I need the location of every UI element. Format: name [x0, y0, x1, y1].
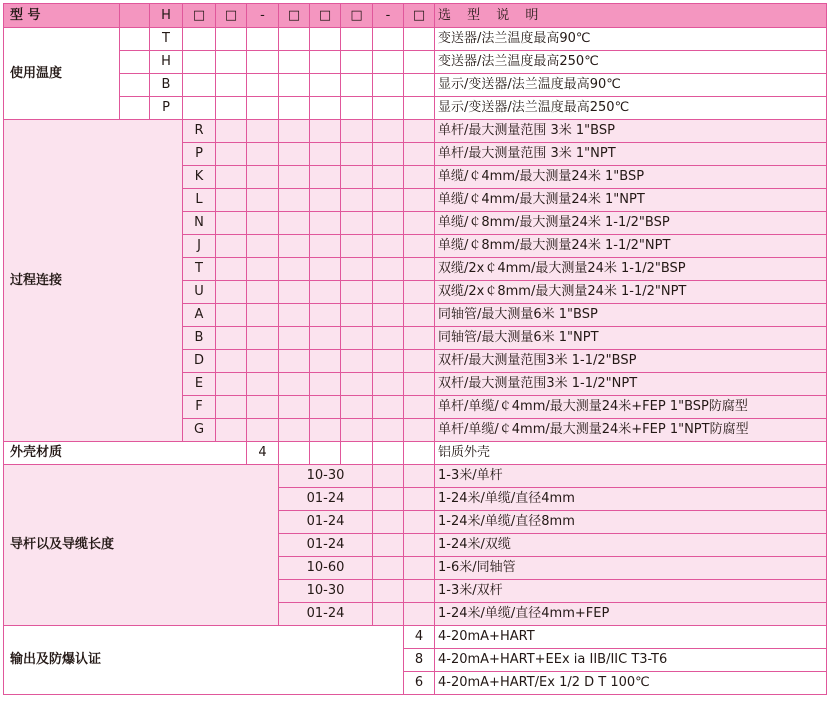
output-code: 6 — [404, 672, 435, 695]
length-desc: 1-24米/单缆/直径4mm — [435, 488, 827, 511]
model-selection-table-wrapper — [3, 3, 827, 707]
code-slot: □ — [216, 4, 247, 28]
process-code: L — [183, 189, 216, 212]
temperature-code: H — [150, 51, 183, 74]
length-code: 01-24 — [279, 511, 373, 534]
code-separator: - — [247, 4, 279, 28]
temperature-code: T — [150, 28, 183, 51]
process-row — [4, 120, 827, 143]
process-code: G — [183, 419, 216, 442]
length-desc: 1-3米/单杆 — [435, 465, 827, 488]
process-desc: 双杆/最大测量范围3米 1-1/2"NPT — [435, 373, 827, 396]
process-desc: 单杆/最大测量范围 3米 1"NPT — [435, 143, 827, 166]
output-code: 4 — [404, 626, 435, 649]
temperature-desc: 显示/变送器/法兰温度最高250℃ — [435, 97, 827, 120]
process-desc: 双缆/2x￠8mm/最大测量24米 1-1/2"NPT — [435, 281, 827, 304]
process-desc: 单缆/￠4mm/最大测量24米 1"BSP — [435, 166, 827, 189]
process-code: B — [183, 327, 216, 350]
temperature-desc: 变送器/法兰温度最高250℃ — [435, 51, 827, 74]
housing-code: 4 — [247, 442, 279, 465]
temperature-row — [4, 74, 827, 97]
process-desc: 单杆/单缆/￠4mm/最大测量24米+FEP 1"NPT防腐型 — [435, 419, 827, 442]
header-row — [4, 4, 827, 28]
process-code: D — [183, 350, 216, 373]
process-code: A — [183, 304, 216, 327]
length-code: 10-30 — [279, 465, 373, 488]
process-desc: 双杆/最大测量范围3米 1-1/2"BSP — [435, 350, 827, 373]
output-desc: 4-20mA+HART — [435, 626, 827, 649]
temperature-code: P — [150, 97, 183, 120]
housing-desc: 铝质外壳 — [435, 442, 827, 465]
temperature-row — [4, 28, 827, 51]
process-code: P — [183, 143, 216, 166]
process-code: F — [183, 396, 216, 419]
code-slot: □ — [310, 4, 341, 28]
process-desc: 单缆/￠8mm/最大测量24米 1-1/2"BSP — [435, 212, 827, 235]
process-code: K — [183, 166, 216, 189]
length-section-title: 导杆以及导缆长度 — [4, 465, 279, 626]
housing-section-title: 外壳材质 — [4, 442, 247, 465]
length-desc: 1-24米/单缆/直径8mm — [435, 511, 827, 534]
process-desc: 单缆/￠8mm/最大测量24米 1-1/2"NPT — [435, 235, 827, 258]
length-code: 01-24 — [279, 488, 373, 511]
code-slot: □ — [183, 4, 216, 28]
length-code: 01-24 — [279, 603, 373, 626]
code-slot: □ — [404, 4, 435, 28]
process-desc: 单杆/最大测量范围 3米 1"BSP — [435, 120, 827, 143]
length-desc: 1-6米/同轴管 — [435, 557, 827, 580]
output-row — [4, 626, 827, 649]
process-desc: 同轴管/最大测量6米 1"NPT — [435, 327, 827, 350]
length-code: 10-30 — [279, 580, 373, 603]
temperature-section-title: 使用温度 — [4, 28, 120, 120]
code-slot: □ — [279, 4, 310, 28]
description-header: 选 型 说 明 — [435, 4, 827, 28]
housing-row — [4, 442, 827, 465]
model-selection-table — [3, 3, 827, 695]
output-desc: 4-20mA+HART+EEx ia IIB/IIC T3-T6 — [435, 649, 827, 672]
temperature-desc: 显示/变送器/法兰温度最高90℃ — [435, 74, 827, 97]
process-desc: 单缆/￠4mm/最大测量24米 1"NPT — [435, 189, 827, 212]
process-desc: 双缆/2x￠4mm/最大测量24米 1-1/2"BSP — [435, 258, 827, 281]
process-code: J — [183, 235, 216, 258]
process-code: R — [183, 120, 216, 143]
code-slot: □ — [341, 4, 373, 28]
temperature-desc: 变送器/法兰温度最高90℃ — [435, 28, 827, 51]
process-code: E — [183, 373, 216, 396]
temperature-row — [4, 51, 827, 74]
process-desc: 单杆/单缆/￠4mm/最大测量24米+FEP 1"BSP防腐型 — [435, 396, 827, 419]
process-section-title: 过程连接 — [4, 120, 183, 442]
process-desc: 同轴管/最大测量6米 1"BSP — [435, 304, 827, 327]
length-desc: 1-3米/双杆 — [435, 580, 827, 603]
process-code: N — [183, 212, 216, 235]
length-desc: 1-24米/单缆/直径4mm+FEP — [435, 603, 827, 626]
length-code: 01-24 — [279, 534, 373, 557]
process-code: T — [183, 258, 216, 281]
temperature-row — [4, 97, 827, 120]
process-code: U — [183, 281, 216, 304]
output-section-title: 输出及防爆认证 — [4, 626, 404, 695]
output-desc: 4-20mA+HART/Ex 1/2 D T 100℃ — [435, 672, 827, 695]
length-desc: 1-24米/双缆 — [435, 534, 827, 557]
length-code: 10-60 — [279, 557, 373, 580]
code-separator: - — [373, 4, 404, 28]
code-slot: H — [150, 4, 183, 28]
length-row — [4, 465, 827, 488]
model-label: 型 号 — [4, 4, 120, 28]
temperature-code: B — [150, 74, 183, 97]
output-code: 8 — [404, 649, 435, 672]
